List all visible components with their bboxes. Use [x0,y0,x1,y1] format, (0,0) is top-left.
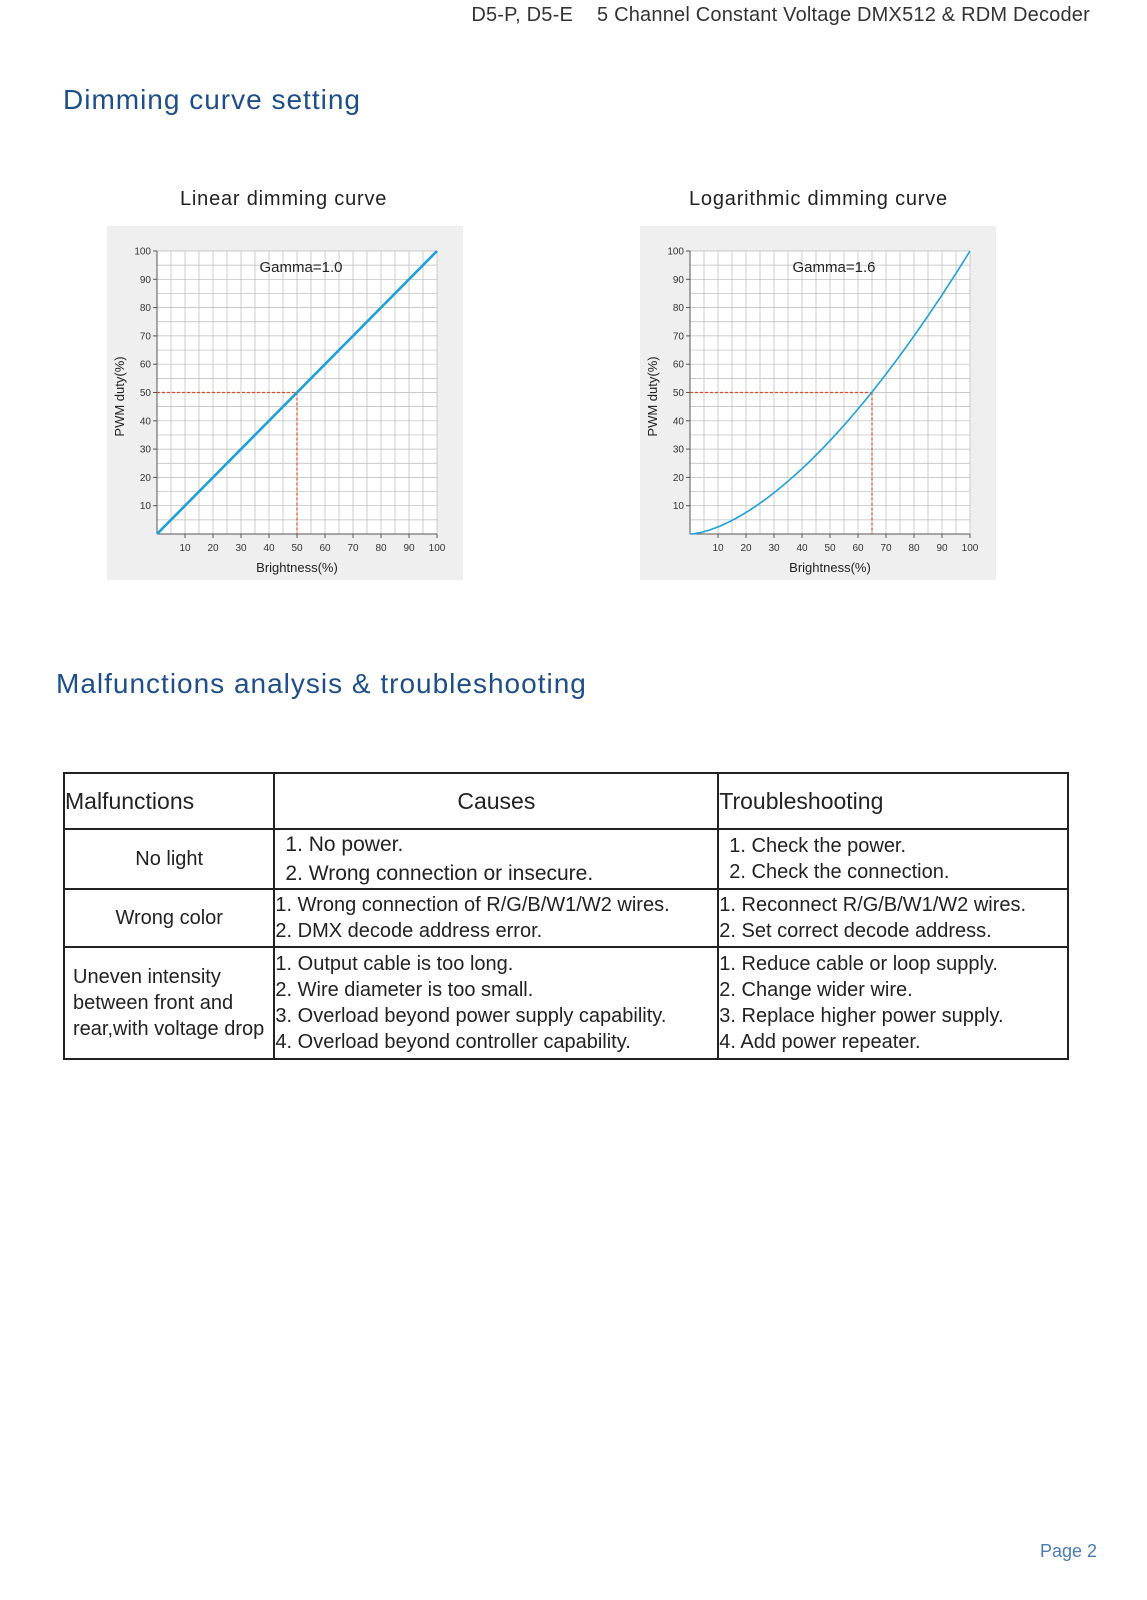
header-troubleshooting: Troubleshooting [718,773,1068,829]
cause-item: 1. Output cable is too long. [275,953,514,975]
x-tick-label: 90 [403,543,415,554]
table-row [64,889,1068,947]
page-header [471,4,1090,27]
y-tick-label: 40 [672,416,684,428]
malfunction-cell [64,947,274,1059]
linear-dimming-chart [107,226,463,580]
fix-item: 3. Replace higher power supply. [719,1005,1004,1027]
malfunction-line: between front and [73,992,234,1014]
malfunction-cell: No light [64,829,274,889]
log-chart-title: Logarithmic dimming curve [689,188,948,210]
malfunction-line: Uneven intensity [73,966,221,988]
y-tick-label: 50 [672,388,684,399]
table-header-row [64,773,1068,829]
fix-item: 2. Change wider wire. [719,979,913,1001]
gamma-annotation: Gamma=1.0 [259,259,343,276]
malfunctions-section-title: Malfunctions analysis & troubleshooting [56,668,587,699]
fix-item: 2. Set correct decode address. [719,920,992,942]
x-tick-label: 10 [179,543,191,554]
log-dimming-chart [640,226,996,580]
y-tick-label: 60 [672,359,684,371]
model-number: D5-P, D5-E [471,4,573,26]
x-tick-label: 20 [207,543,219,554]
y-tick-label: 80 [672,303,684,315]
y-tick-label: 70 [139,331,151,343]
y-tick-label: 10 [672,501,684,513]
x-tick-label: 30 [235,543,247,554]
product-name: 5 Channel Constant Voltage DMX512 & RDM Decoder [597,4,1090,26]
fix-item: 1. Reduce cable or loop supply. [719,953,998,975]
fixes-cell [718,829,1068,889]
y-tick-label: 40 [139,416,151,428]
causes-cell [274,829,718,889]
y-tick-label: 30 [139,444,151,456]
y-tick-label: 70 [672,331,684,343]
fix-item: 4. Add power repeater. [719,1031,921,1053]
dimming-section-title: Dimming curve setting [63,84,361,115]
page-number: Page 2 [1039,1541,1097,1561]
x-tick-label: 50 [291,543,303,554]
x-axis-label: Brightness(%) [789,560,871,575]
cause-item: 3. Overload beyond power supply capability. [275,1005,667,1027]
malfunction-cell: Wrong color [64,889,274,947]
x-tick-label: 80 [908,543,920,554]
linear-chart-title: Linear dimming curve [180,188,388,210]
y-tick-label: 90 [672,274,684,286]
y-axis-label: PWM duty(%) [645,356,660,437]
fix-item: 1. Check the power. [729,835,907,857]
causes-cell [274,889,718,947]
gamma-annotation: Gamma=1.6 [792,259,876,276]
y-tick-label: 100 [667,246,684,258]
y-axis-label: PWM duty(%) [112,356,127,437]
cause-item: 2. Wrong connection or insecure. [285,862,594,885]
y-tick-label: 20 [139,472,151,484]
cause-item: 1. No power. [285,833,404,856]
fix-item: 1. Reconnect R/G/B/W1/W2 wires. [719,894,1027,916]
x-tick-label: 80 [375,543,387,554]
x-tick-label: 70 [347,543,359,554]
malfunctions-table [63,772,1069,1060]
x-tick-label: 60 [319,543,331,554]
x-tick-label: 40 [263,543,275,554]
table-row [64,829,1068,889]
y-tick-label: 90 [139,274,151,286]
x-axis-label: Brightness(%) [256,560,338,575]
malfunction-line: rear,with voltage drop [73,1018,265,1040]
x-tick-label: 60 [852,543,864,554]
fix-item: 2. Check the connection. [729,861,950,883]
table-row [64,947,1068,1059]
y-tick-label: 80 [139,303,151,315]
cause-item: 2. Wire diameter is too small. [275,979,534,1001]
x-tick-label: 30 [768,543,780,554]
y-tick-label: 50 [139,388,151,399]
y-tick-label: 30 [672,444,684,456]
cause-item: 1. Wrong connection of R/G/B/W1/W2 wires. [275,894,670,916]
causes-cell [274,947,718,1059]
fixes-cell [718,947,1068,1059]
x-tick-label: 20 [740,543,752,554]
x-tick-label: 40 [796,543,808,554]
header-malfunctions: Malfunctions [64,773,274,829]
header-causes: Causes [274,773,718,829]
x-tick-label: 10 [712,543,724,554]
y-tick-label: 20 [672,472,684,484]
log-chart-svg [640,226,996,580]
x-tick-label: 100 [428,543,446,554]
x-tick-label: 70 [880,543,892,554]
cause-item: 4. Overload beyond controller capability. [275,1031,631,1053]
x-tick-label: 50 [824,543,836,554]
x-tick-label: 90 [936,543,948,554]
y-tick-label: 60 [139,359,151,371]
fixes-cell [718,889,1068,947]
y-tick-label: 100 [134,246,151,258]
x-tick-label: 100 [961,543,979,554]
y-tick-label: 10 [139,501,151,513]
cause-item: 2. DMX decode address error. [275,920,543,942]
linear-chart-svg [107,226,463,580]
